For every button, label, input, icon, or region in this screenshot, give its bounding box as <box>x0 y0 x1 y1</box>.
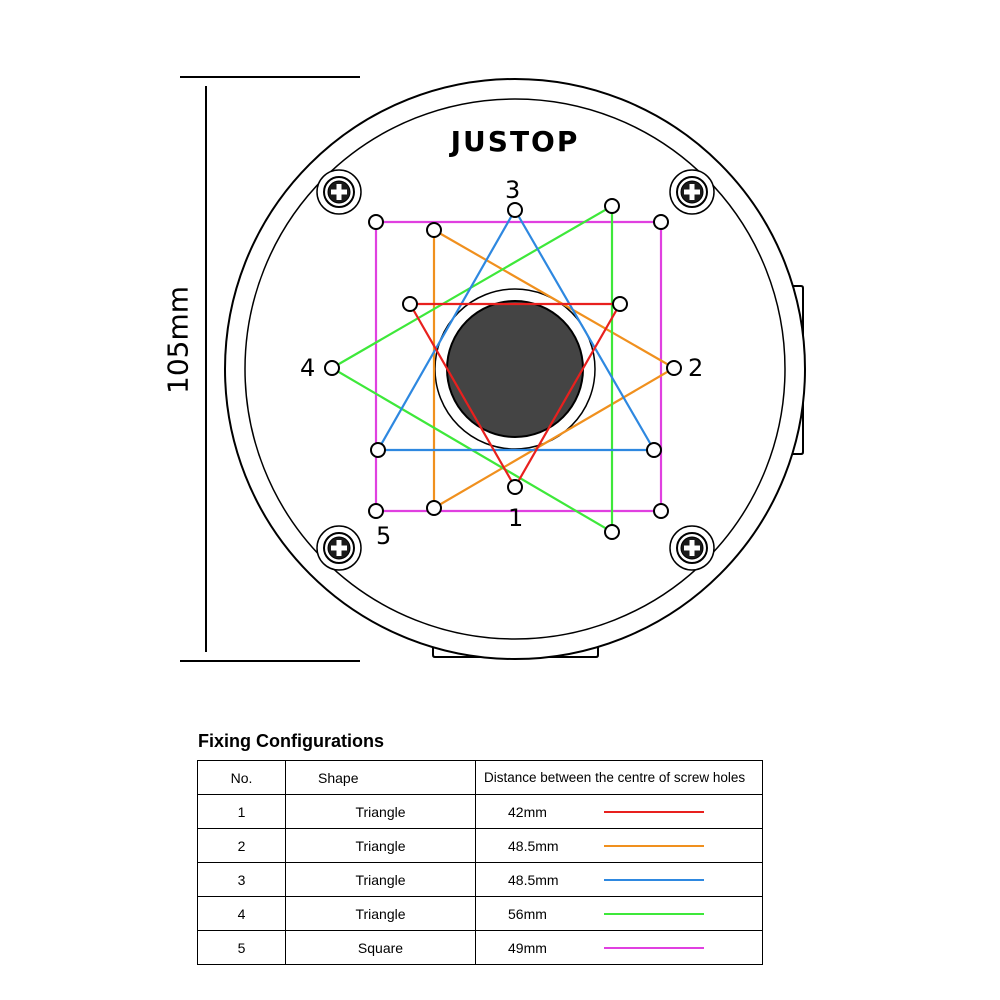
row-shape: Square <box>286 931 476 965</box>
corner-screw <box>670 170 714 214</box>
row-shape: Triangle <box>286 863 476 897</box>
corner-screw <box>317 170 361 214</box>
table-row <box>198 829 763 863</box>
color-swatch <box>604 947 704 949</box>
header-no: No. <box>198 761 286 795</box>
screw-hole <box>647 443 661 457</box>
screw-hole <box>654 504 668 518</box>
header-distance: Distance between the centre of screw holes <box>476 761 763 795</box>
screw-hole <box>325 361 339 375</box>
table-row <box>198 795 763 829</box>
corner-screw <box>670 526 714 570</box>
screw-hole <box>403 297 417 311</box>
corner-screw <box>317 526 361 570</box>
brand-logo: JUSTOP <box>450 125 580 158</box>
row-distance: 56mm <box>508 905 547 922</box>
color-swatch <box>604 811 704 813</box>
screw-hole <box>667 361 681 375</box>
screw-hole <box>371 443 385 457</box>
hole-label-1: 1 <box>508 504 524 532</box>
row-no: 4 <box>198 897 286 931</box>
screw-hole <box>427 501 441 515</box>
hole-label-5: 5 <box>376 522 392 550</box>
screw-hole <box>508 480 522 494</box>
cable-hole <box>447 301 583 437</box>
row-no: 3 <box>198 863 286 897</box>
row-shape: Triangle <box>286 829 476 863</box>
table-title: Fixing Configurations <box>198 731 384 751</box>
row-shape: Triangle <box>286 897 476 931</box>
table-row <box>198 863 763 897</box>
screw-hole <box>508 203 522 217</box>
row-no: 1 <box>198 795 286 829</box>
row-distance-cell <box>476 897 763 931</box>
row-shape: Triangle <box>286 795 476 829</box>
table-header-row <box>198 761 763 795</box>
color-swatch <box>604 879 704 881</box>
row-distance-cell <box>476 829 763 863</box>
row-distance-cell <box>476 863 763 897</box>
row-distance: 48.5mm <box>508 837 559 854</box>
color-swatch <box>604 913 704 915</box>
header-shape: Shape <box>286 761 476 795</box>
fixing-configurations-table <box>197 760 763 965</box>
screw-hole <box>605 525 619 539</box>
row-distance: 42mm <box>508 803 547 820</box>
row-distance: 49mm <box>508 939 547 956</box>
screw-hole <box>605 199 619 213</box>
screw-hole <box>613 297 627 311</box>
screw-hole <box>369 215 383 229</box>
table-row <box>198 931 763 965</box>
hole-label-4: 4 <box>300 354 316 382</box>
row-distance-cell <box>476 931 763 965</box>
screw-hole <box>654 215 668 229</box>
hole-label-3: 3 <box>505 176 521 204</box>
row-no: 2 <box>198 829 286 863</box>
row-no: 5 <box>198 931 286 965</box>
color-swatch <box>604 845 704 847</box>
hole-label-2: 2 <box>688 354 704 382</box>
table-row <box>198 897 763 931</box>
row-distance: 48.5mm <box>508 871 559 888</box>
row-distance-cell <box>476 795 763 829</box>
screw-hole <box>369 504 383 518</box>
screw-hole <box>427 223 441 237</box>
